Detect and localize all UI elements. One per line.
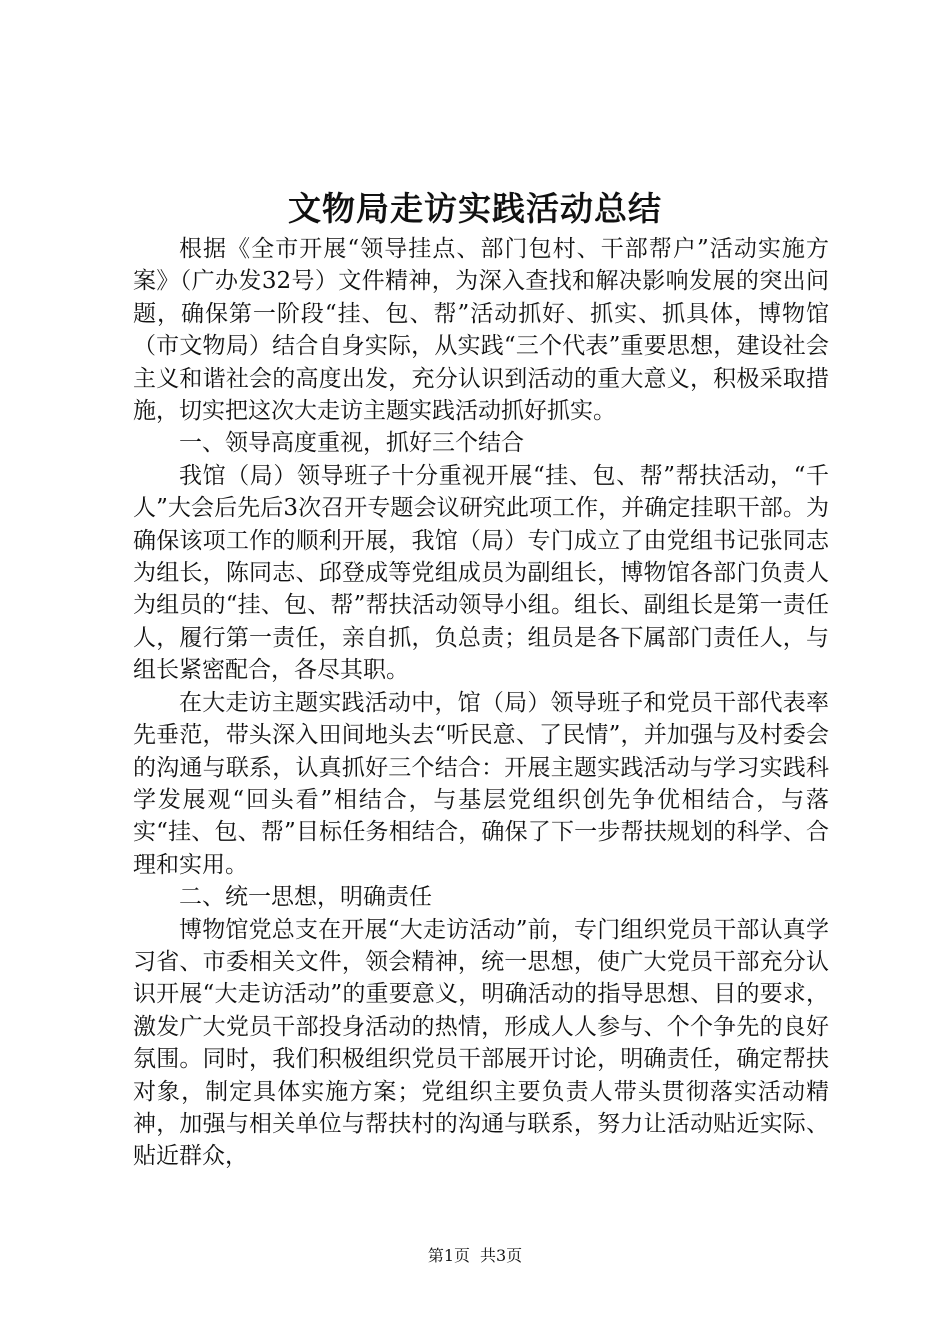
document-title: 文物局走访实践活动总结 xyxy=(288,189,662,228)
page-footer xyxy=(0,1245,950,1267)
document-body xyxy=(133,233,829,1173)
paragraph-unify-thinking: 博物馆党总支在开展“大走访活动”前，专门组织党员干部认真学习省、市委相关文件，领会精神，统一思想，使广大党员干部充分认识开展“大走访活动”的重要意义，明确活动的指导思想、目的要求，激发广大党员干部投身活动的热情，形成人人参与、个个争先的良好氛围。同时，我们积极组织党员干部展开讨论，明确责任，确定帮扶对象，制定具体实施方案；党组织主要负责人带头贯彻落实活动精神，加强与相关单位与帮扶村的沟通与联系，努力让活动贴近实际、贴近群众， xyxy=(133,916,829,1170)
section-heading-1: 一、领导高度重视，抓好三个结合 xyxy=(179,430,524,457)
section-heading-2: 二、统一思想，明确责任 xyxy=(179,884,432,911)
paragraph-leadership: 我馆（局）领导班子十分重视开展“挂、包、帮”帮扶活动，“千人”大会后先后3次召开专题会议研究此项工作，并确定挂职干部。为确保该项工作的顺利开展，我馆（局）专门成立了由党组书记张同志为组长，陈同志、邱登成等党组成员为副组长，博物馆各部门负责人为组员的“挂、包、帮”帮扶活动领导小组。组长、副组长是第一责任人，履行第一责任，亲自抓，负总责；组员是各下属部门责任人，与组长紧密配合，各尽其职。 xyxy=(133,462,829,684)
page-total: 共3页 xyxy=(480,1246,523,1265)
page-number: 第1页 xyxy=(427,1246,470,1265)
paragraph-intro: 根据《全市开展“领导挂点、部门包村、干部帮户”活动实施方案》（广办发32号）文件精神，为深入查找和解决影响发展的突出问题，确保第一阶段“挂、包、帮”活动抓好、抓实、抓具体，博物馆（市文物局）结合自身实际，从实践“三个代表”重要思想，建设社会主义和谐社会的高度出发，充分认识到活动的重大意义，积极采取措施，切实把这次大走访主题实践活动抓好抓实。 xyxy=(133,236,829,425)
paragraph-three-combinations: 在大走访主题实践活动中，馆（局）领导班子和党员干部代表率先垂范，带头深入田间地头去“听民意、了民情”，并加强与及村委会的沟通与联系，认真抓好三个结合：开展主题实践活动与学习实践科学发展观“回头看”相结合，与基层党组织创先争优相结合，与落实“挂、包、帮”目标任务相结合，确保了下一步帮扶规划的科学、合理和实用。 xyxy=(133,689,829,878)
